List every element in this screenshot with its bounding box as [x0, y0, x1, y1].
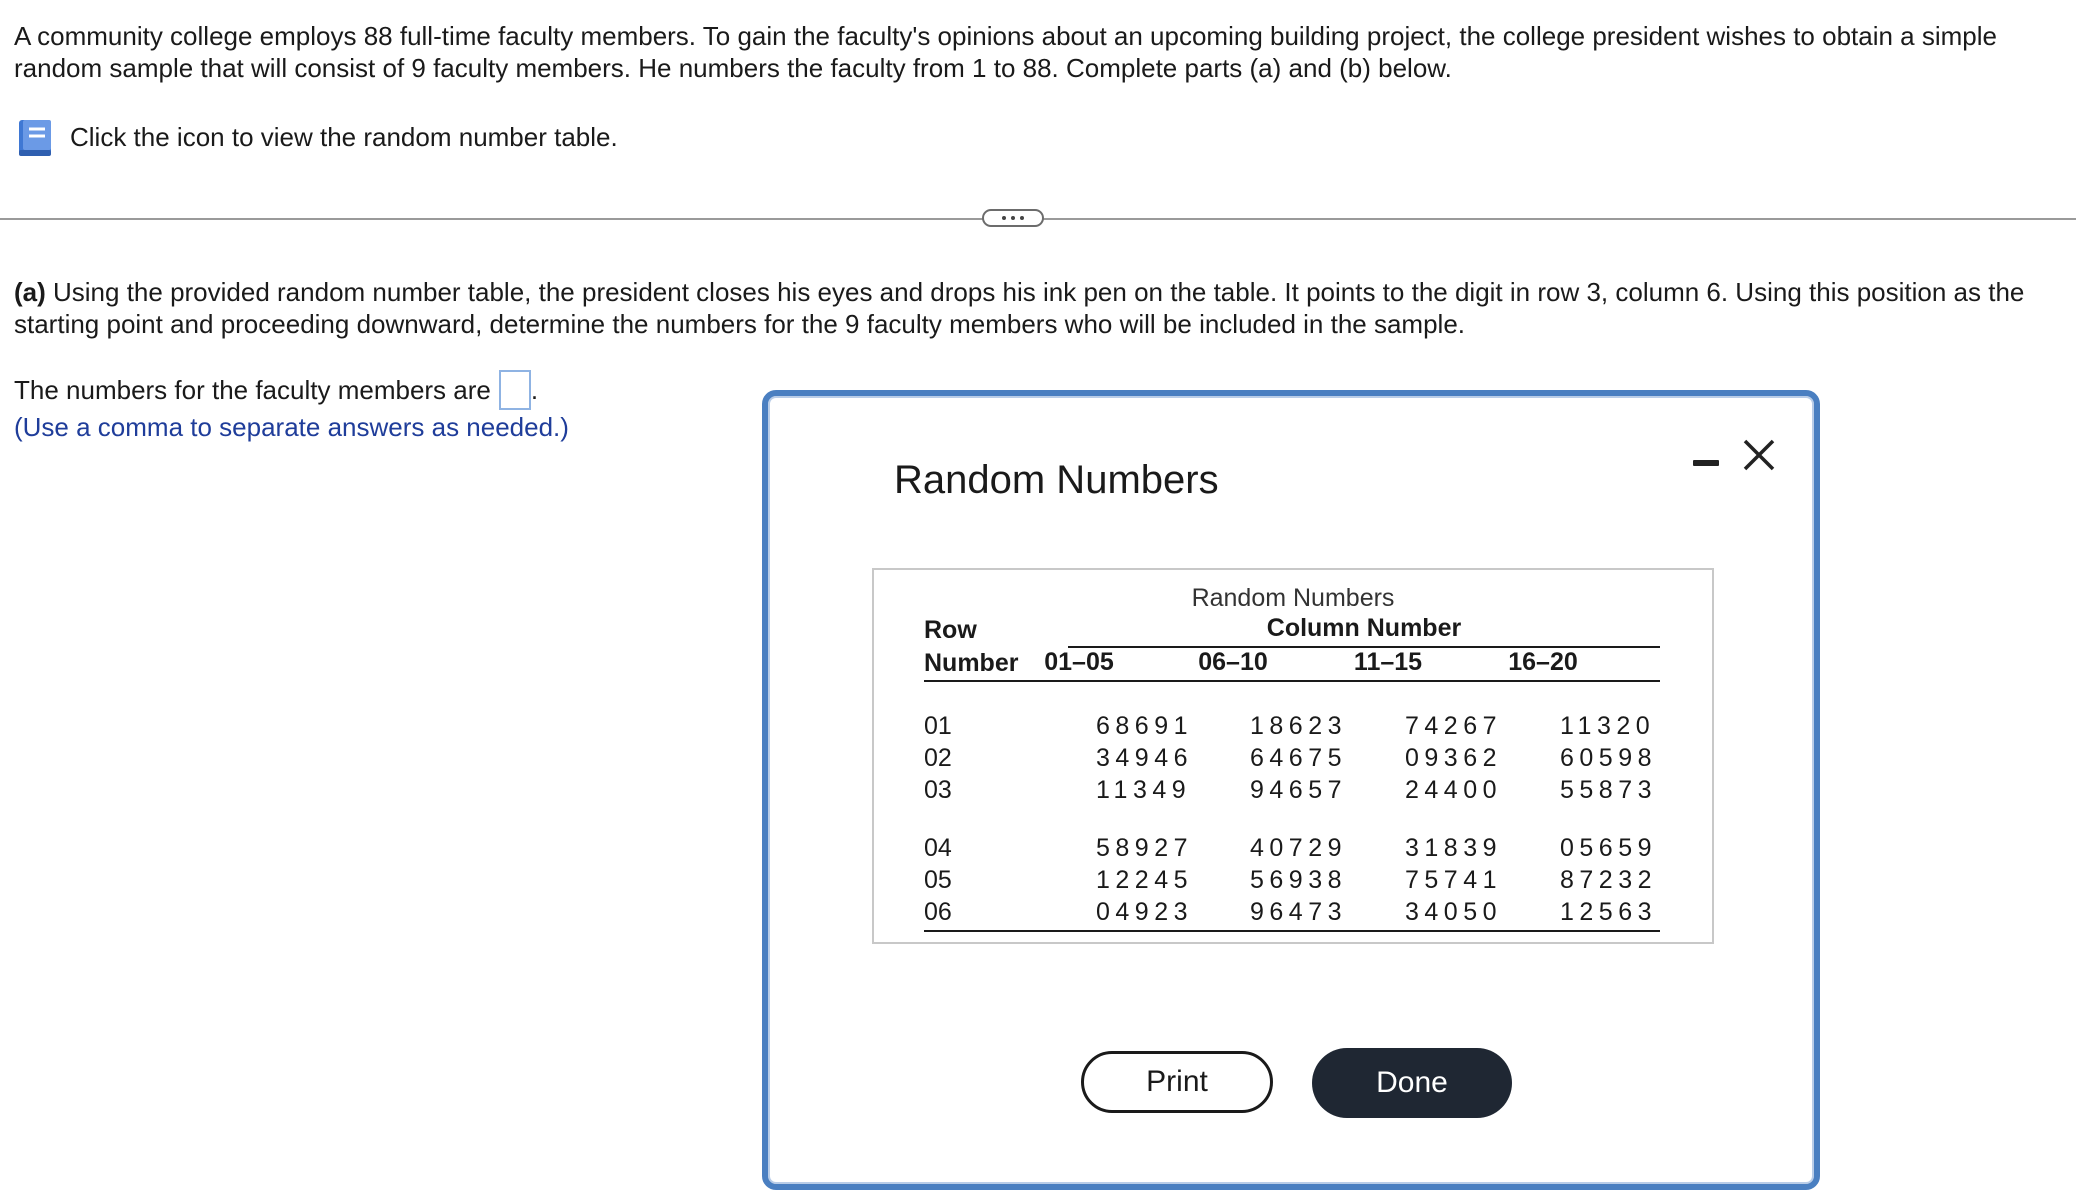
expand-ellipsis-button[interactable]	[982, 209, 1044, 227]
table-cell: 40729	[1250, 834, 1348, 862]
answer-hint: (Use a comma to separate answers as needed.)	[14, 412, 569, 442]
table-cell: 60598	[1560, 744, 1658, 772]
table-cell: 09362	[1405, 744, 1503, 772]
table-cell: 34946	[1096, 744, 1194, 772]
row-header-line1: Row	[924, 616, 977, 644]
table-cell: 18623	[1250, 712, 1348, 740]
random-number-table	[872, 568, 1714, 944]
dialog-title: Random Numbers	[894, 458, 1219, 502]
table-cell: 24400	[1405, 776, 1503, 804]
range-header: 11–15	[1353, 648, 1423, 676]
table-cell: 31839	[1405, 834, 1503, 862]
answer-line	[14, 370, 538, 410]
row-number: 04	[924, 834, 952, 862]
table-cell: 56938	[1250, 866, 1348, 894]
book-icon[interactable]	[16, 116, 56, 158]
range-header: 06–10	[1198, 648, 1268, 676]
row-number: 06	[924, 898, 952, 926]
row-number-header	[924, 614, 1018, 680]
table-cell: 64675	[1250, 744, 1348, 772]
ellipsis-dot-icon	[1011, 216, 1015, 220]
ellipsis-dot-icon	[1002, 216, 1006, 220]
view-table-link[interactable]	[16, 116, 618, 158]
table-cell: 12563	[1560, 898, 1658, 926]
ellipsis-dot-icon	[1020, 216, 1024, 220]
view-table-text: Click the icon to view the random number table.	[70, 121, 618, 152]
part-a-label: (a)	[14, 277, 46, 307]
question-text: A community college employs 88 full-time faculty members. To gain the faculty's opinions about an upcoming building project, the college president wishes to obtain a simple random sample that will consist of 9 faculty members. He numbers the faculty from 1 to 88. Complete parts (a) and (b) below.	[14, 21, 1997, 83]
table-cell: 94657	[1250, 776, 1348, 804]
range-header: 01–05	[1044, 648, 1114, 676]
part-a-text	[14, 276, 2044, 340]
table-cell: 05659	[1560, 834, 1658, 862]
table-cell: 87232	[1560, 866, 1658, 894]
done-button[interactable]: Done	[1312, 1048, 1512, 1118]
answer-suffix: .	[530, 374, 539, 405]
row-number: 02	[924, 744, 952, 772]
table-cell: 11349	[1096, 776, 1192, 804]
part-a-body: Using the provided random number table, the president closes his eyes and drops his ink pen on the table. It points to the digit in row 3, column 6. Using this position as the starting point and proceeding downward, determine the numbers for the 9 faculty members who will be included in the sample.	[14, 277, 2025, 339]
column-number-header: Column Number	[1266, 614, 1462, 642]
minimize-icon	[1693, 460, 1719, 466]
table-cell: 75741	[1405, 866, 1503, 894]
range-header: 16–20	[1508, 648, 1578, 676]
table-caption: Random Numbers	[1191, 584, 1395, 612]
table-cell: 11320	[1560, 712, 1656, 740]
row-number: 05	[924, 866, 952, 894]
close-icon[interactable]	[1742, 436, 1776, 474]
answer-prompt: The numbers for the faculty members are	[14, 374, 491, 405]
table-cell: 96473	[1250, 898, 1348, 926]
minimize-button[interactable]	[1690, 452, 1722, 474]
table-cell: 55873	[1560, 776, 1658, 804]
row-number: 03	[924, 776, 952, 804]
row-header-line2: Number	[924, 649, 1019, 677]
table-cell: 74267	[1405, 712, 1503, 740]
table-cell: 04923	[1096, 898, 1194, 926]
header-bottom-rule	[924, 680, 1660, 682]
random-numbers-dialog	[762, 390, 1820, 1190]
table-cell: 68691	[1096, 712, 1194, 740]
table-cell: 58927	[1096, 834, 1194, 862]
answer-input[interactable]	[499, 370, 531, 410]
table-bottom-rule	[924, 930, 1660, 932]
table-cell: 12245	[1096, 866, 1194, 894]
row-number: 01	[924, 712, 952, 740]
table-cell: 34050	[1405, 898, 1503, 926]
print-button[interactable]: Print	[1081, 1051, 1273, 1113]
